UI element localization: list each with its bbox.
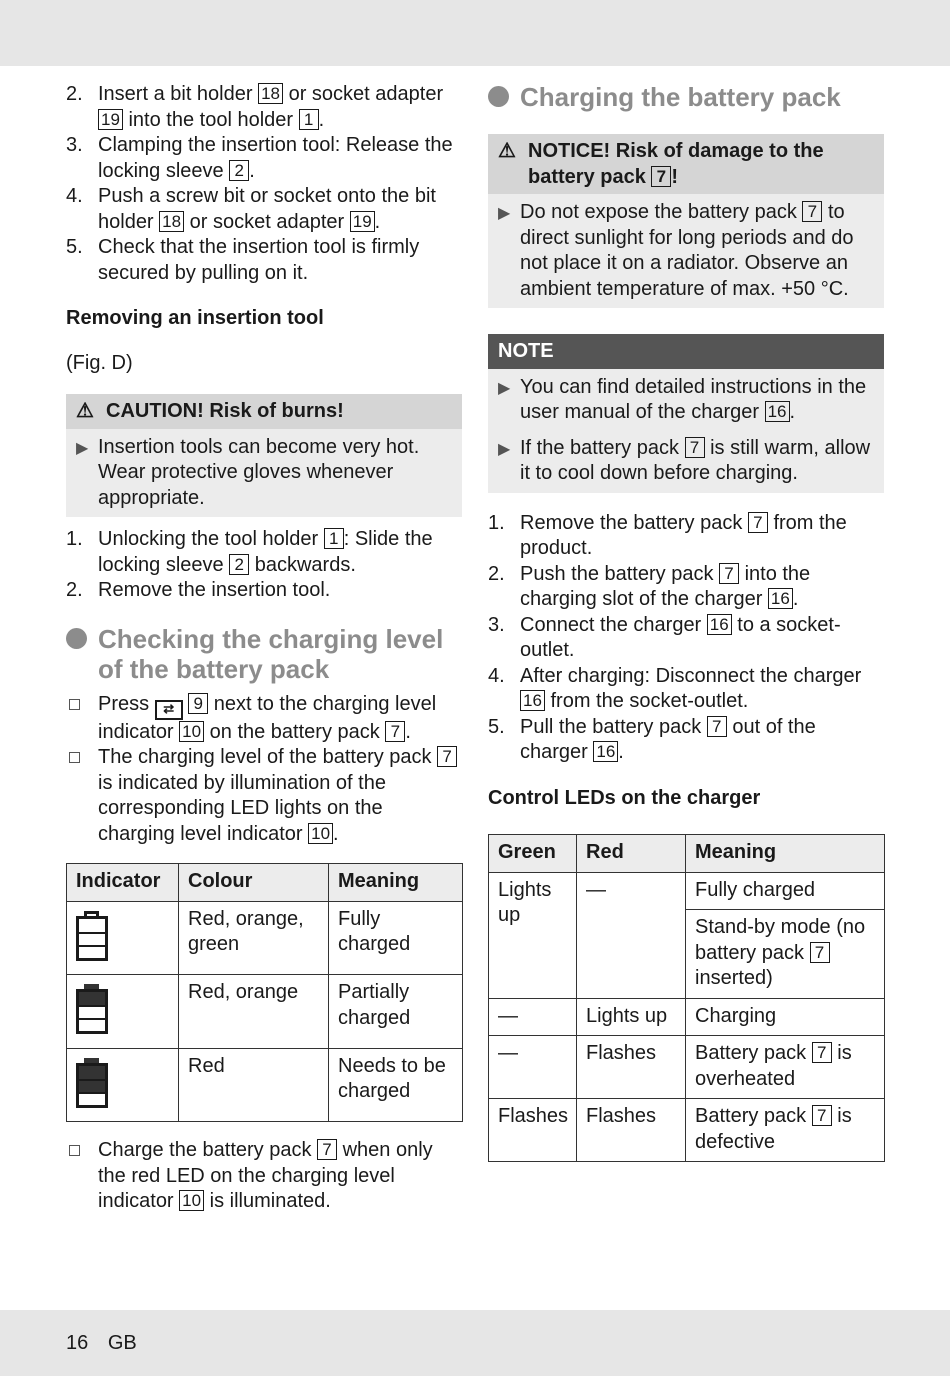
- note-header: NOTE: [488, 334, 884, 369]
- text-run: Pull the battery pack: [520, 715, 707, 738]
- text-run: Press: [98, 692, 155, 715]
- list-item: [488, 715, 884, 766]
- bullet-dot-icon: [488, 86, 509, 107]
- reference-number: 19: [98, 109, 123, 130]
- text-run: After charging: Disconnect the charger: [520, 664, 862, 687]
- meaning-cell: Partially charged: [329, 975, 463, 1049]
- install-steps-list: [66, 82, 462, 286]
- remove-steps-list: [66, 527, 462, 604]
- checklist-item: [66, 745, 462, 847]
- battery-partial-icon: [76, 984, 108, 1034]
- item-text: [520, 511, 884, 562]
- bullet-item: [498, 375, 874, 426]
- item-text: [98, 133, 462, 184]
- header-meaning: Meaning: [686, 835, 885, 873]
- checkbox-icon: [66, 692, 98, 746]
- triangle-bullet-icon: ▶: [498, 379, 511, 397]
- text-run: from the socket-outlet.: [544, 690, 749, 712]
- meaning-cell: [686, 910, 885, 999]
- reference-number: 9: [188, 693, 208, 714]
- charging-level-checklist: [66, 692, 462, 848]
- checkbox-icon: [66, 1138, 98, 1215]
- notice-box: [488, 134, 884, 308]
- led-row: [489, 1099, 885, 1162]
- text-run: .: [249, 159, 255, 182]
- text-run: is illuminated.: [204, 1190, 331, 1212]
- text-run: backwards.: [249, 553, 356, 576]
- text-run: Charging: [695, 1004, 777, 1027]
- reference-number: 2: [229, 554, 249, 575]
- text-run: If the battery pack: [520, 436, 685, 459]
- section-heading-text: Checking the charging level of the battery pack: [98, 623, 444, 684]
- header-green: Green: [489, 835, 577, 873]
- item-text: [98, 82, 462, 133]
- caution-body: [66, 429, 462, 518]
- indicator-row: [67, 1048, 463, 1122]
- charge-when-check: [66, 1138, 462, 1215]
- reference-number: 1: [299, 109, 319, 130]
- triangle-bullet-icon: ▶: [498, 205, 511, 222]
- list-item: [488, 664, 884, 715]
- list-item: [66, 578, 462, 604]
- reference-number: 7: [437, 746, 457, 767]
- reference-number: 7: [812, 1042, 832, 1063]
- green-cell: —: [489, 998, 577, 1036]
- text-run: Battery pack: [695, 1105, 812, 1127]
- warning-triangle-icon: ⚠: [498, 140, 516, 162]
- triangle-bullet-icon: ▶: [498, 440, 511, 458]
- text-run: : Slide the locking sleeve: [98, 528, 433, 576]
- item-text: [520, 664, 884, 715]
- text-run: You can find detailed instructions in the user manual of the charger: [520, 375, 867, 423]
- notice-body: [488, 194, 884, 308]
- meaning-cell: [686, 1036, 885, 1099]
- colour-cell: Red, orange, green: [179, 901, 329, 975]
- meaning-cell: Fully charged: [329, 901, 463, 975]
- green-cell: —: [489, 1036, 577, 1099]
- text-run: .: [374, 210, 381, 233]
- section-heading-charging: [488, 82, 884, 112]
- warning-triangle-icon: ⚠: [76, 400, 94, 422]
- led-row: [489, 1036, 885, 1099]
- text-run: .: [333, 822, 339, 845]
- item-text: [98, 578, 462, 604]
- bullet-text: Insertion tools can become very hot. Wear protective gloves whenever appropriate.: [98, 435, 420, 509]
- text-run: Connect the charger: [520, 613, 707, 636]
- section-heading-text: Charging the battery pack: [520, 82, 841, 112]
- text-run: Push the battery pack: [520, 562, 720, 585]
- reference-number: 7: [748, 512, 768, 533]
- text-run: out of the charger: [520, 715, 816, 763]
- text-run: to a socket-outlet.: [520, 613, 841, 661]
- text-run: is overheated: [695, 1042, 852, 1090]
- text-run: next to the charging level indicator: [98, 692, 437, 743]
- colour-cell: Red: [179, 1048, 329, 1122]
- reference-number: 19: [350, 211, 375, 232]
- notice-title: [528, 139, 874, 190]
- caution-header: [66, 394, 462, 429]
- text-run: .: [792, 588, 799, 610]
- list-item: [66, 184, 462, 235]
- top-band: [0, 0, 950, 66]
- reference-number: 10: [179, 721, 204, 742]
- meaning-cell: [686, 998, 885, 1036]
- reference-number: 18: [159, 211, 184, 232]
- reference-number: 7: [810, 942, 830, 963]
- item-number: 4.: [488, 664, 505, 687]
- item-number: 3.: [66, 134, 83, 156]
- reference-number: 7: [802, 201, 822, 222]
- reference-number: 10: [308, 823, 333, 844]
- triangle-bullet-icon: ▶: [76, 439, 89, 457]
- note-box: [488, 334, 884, 493]
- text-run: is still warm, allow it to cool down before charging.: [520, 436, 871, 484]
- bullet-text: [520, 375, 874, 426]
- reference-number: 1: [324, 528, 344, 549]
- red-cell: —: [577, 872, 686, 998]
- reference-number: 18: [258, 83, 283, 104]
- notice-header: [488, 134, 884, 194]
- text-run: The charging level of the battery pack: [98, 746, 438, 768]
- section-heading-charging-level: [66, 624, 462, 684]
- bullet-item: [498, 436, 874, 487]
- list-item: [66, 527, 462, 578]
- reference-number: 7: [812, 1105, 832, 1126]
- item-number: 1.: [66, 528, 83, 550]
- item-text: [520, 562, 884, 613]
- reference-number: 2: [229, 160, 249, 181]
- item-number: 3.: [488, 613, 505, 636]
- text-run: is defective: [695, 1105, 852, 1153]
- text-run: Remove the insertion tool.: [98, 579, 331, 601]
- header-colour: Colour: [179, 864, 329, 902]
- item-text: [98, 527, 462, 578]
- checklist-item: [66, 1138, 462, 1215]
- text-run: Check that the insertion tool is firmly secured by pulling on it.: [98, 236, 420, 284]
- list-item: [66, 82, 462, 133]
- colour-cell: Red, orange: [179, 975, 329, 1049]
- text-run: on the battery pack: [204, 720, 386, 743]
- list-item: [488, 511, 884, 562]
- left-column: [66, 82, 462, 1215]
- indicator-table: [66, 863, 463, 1122]
- item-number: 2.: [66, 83, 83, 105]
- status-button-icon: ⇄: [155, 700, 183, 720]
- bullet-dot-icon: [66, 628, 87, 649]
- text-run: NOTICE! Risk of damage to the battery pack: [528, 140, 824, 188]
- charging-steps-list: [488, 511, 884, 766]
- item-text: [98, 235, 462, 286]
- item-number: 4.: [66, 185, 83, 207]
- item-number: 5.: [66, 236, 83, 258]
- checklist-item: [66, 692, 462, 746]
- list-item: [66, 235, 462, 286]
- item-text: [520, 613, 884, 664]
- text-run: or socket adapter: [283, 83, 444, 105]
- indicator-cell: [67, 975, 179, 1049]
- red-cell: Lights up: [577, 998, 686, 1036]
- reference-number: 7: [685, 437, 705, 458]
- text-run: .: [405, 720, 411, 743]
- reference-number: 7: [385, 721, 405, 742]
- text-run: Charge the battery pack: [98, 1139, 318, 1161]
- item-number: 2.: [488, 562, 505, 585]
- text-run: Stand-by mode (no battery pack: [695, 916, 866, 964]
- item-number: 5.: [488, 715, 505, 738]
- text-run: into the tool holder: [122, 108, 299, 131]
- text-run: or socket adapter: [184, 210, 350, 233]
- caution-title: CAUTION! Risk of burns!: [106, 400, 344, 422]
- removing-heading: Removing an insertion tool: [66, 307, 324, 329]
- language-code: GB: [107, 1332, 137, 1354]
- reference-number: 7: [719, 563, 739, 584]
- reference-number: 7: [651, 166, 671, 187]
- bullet-text: [520, 200, 874, 302]
- item-number: 1.: [488, 511, 505, 534]
- text-run: Insert a bit holder: [98, 83, 259, 105]
- header-red: Red: [577, 835, 686, 873]
- reference-number: 7: [317, 1139, 337, 1160]
- green-cell: Lights up: [489, 872, 577, 998]
- led-table: [488, 834, 885, 1162]
- reference-number: 7: [707, 716, 727, 737]
- leds-heading: Control LEDs on the charger: [488, 786, 761, 809]
- indicator-cell: [67, 901, 179, 975]
- text-run: Do not expose the battery pack: [520, 201, 803, 223]
- red-cell: Flashes: [577, 1036, 686, 1099]
- list-item: [488, 562, 884, 613]
- text-run: Fully charged: [695, 878, 816, 901]
- bullet-item: [498, 200, 874, 302]
- checkbox-icon: [66, 745, 98, 847]
- text-run: Push a screw bit or socket onto the bit holder: [98, 185, 436, 233]
- checklist-text: [98, 1138, 462, 1215]
- reference-number: 16: [520, 690, 545, 711]
- led-row: [489, 998, 885, 1036]
- bullet-text: [520, 436, 874, 487]
- item-text: [520, 715, 884, 766]
- text-run: when only the red LED on the charging level indicator: [98, 1139, 433, 1212]
- meaning-cell: [686, 872, 885, 910]
- text-run: inserted): [695, 967, 773, 989]
- text-run: Battery pack: [695, 1042, 812, 1064]
- item-number: 2.: [66, 579, 83, 601]
- text-run: Remove the battery pack: [520, 511, 748, 534]
- note-body: [488, 369, 884, 493]
- reference-number: 16: [765, 401, 790, 422]
- list-item: [488, 613, 884, 664]
- meaning-cell: Needs to be charged: [329, 1048, 463, 1122]
- page-number: 16: [66, 1332, 89, 1354]
- reference-number: 16: [593, 741, 618, 762]
- item-text: [98, 184, 462, 235]
- indicator-cell: [67, 1048, 179, 1122]
- list-item: [66, 133, 462, 184]
- header-indicator: Indicator: [67, 864, 179, 902]
- text-run: .: [789, 401, 796, 423]
- text-run: .: [318, 108, 325, 131]
- battery-full-outline-icon: [76, 911, 108, 961]
- checklist-text: [98, 745, 462, 847]
- reference-number: 10: [179, 1190, 204, 1211]
- text-run: .: [618, 741, 624, 763]
- text-run: is indicated by illumination of the corresponding LED lights on the charging level indicator: [98, 771, 386, 845]
- reference-number: 16: [768, 588, 793, 609]
- caution-box: [66, 394, 462, 517]
- green-cell: Flashes: [489, 1099, 577, 1162]
- text-run: into the charging slot of the charger: [520, 562, 811, 610]
- text-run: from the product.: [520, 511, 847, 559]
- battery-low-icon: [76, 1058, 108, 1108]
- text-run: Clamping the insertion tool: Release the locking sleeve: [98, 134, 453, 182]
- meaning-cell: [686, 1099, 885, 1162]
- header-meaning: Meaning: [329, 864, 463, 902]
- text-run: to direct sunlight for long periods and do not place it on a radiator. Observe an ambient temperature of max. +50 °C.: [520, 201, 854, 300]
- right-column: [488, 82, 884, 1162]
- red-cell: Flashes: [577, 1099, 686, 1162]
- page-footer: [66, 1331, 151, 1357]
- indicator-row: [67, 975, 463, 1049]
- figure-reference: (Fig. D): [66, 351, 133, 374]
- bullet-item: [76, 435, 452, 512]
- reference-number: 16: [707, 614, 732, 635]
- text-run: Unlocking the tool holder: [98, 528, 324, 550]
- led-row: [489, 872, 885, 910]
- indicator-row: [67, 901, 463, 975]
- checklist-text: [98, 692, 462, 746]
- text-run: !: [671, 165, 679, 188]
